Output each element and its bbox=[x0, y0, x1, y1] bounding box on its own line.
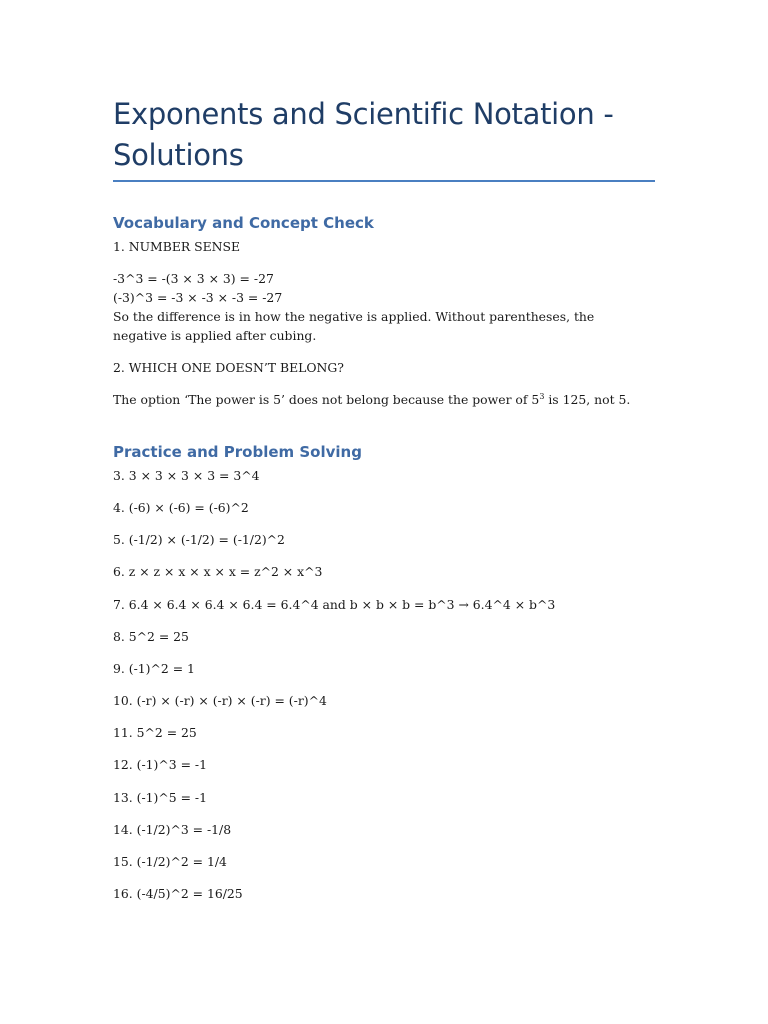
practice-item: 14. (-1/2)^3 = -1/8 bbox=[113, 822, 232, 837]
question-1-explanation: So the difference is in how the negative is applied. Without parentheses, the negative is applied after cubing. bbox=[113, 309, 595, 343]
section-heading-vocabulary: Vocabulary and Concept Check bbox=[113, 214, 374, 232]
practice-item: 12. (-1)^3 = -1 bbox=[113, 757, 207, 772]
practice-item: 11. 5^2 = 25 bbox=[113, 725, 197, 740]
question-2-answer-exponent: 3 bbox=[539, 392, 545, 401]
question-2-answer bbox=[113, 390, 630, 409]
practice-item: 15. (-1/2)^2 = 1/4 bbox=[113, 854, 227, 869]
question-1-line-1: -3^3 = -(3 × 3 × 3) = -27 bbox=[113, 271, 274, 286]
practice-item: 7. 6.4 × 6.4 × 6.4 × 6.4 = 6.4^4 and b × b × b = b^3 → 6.4^4 × b^3 bbox=[113, 597, 556, 612]
practice-item: 13. (-1)^5 = -1 bbox=[113, 790, 207, 805]
practice-item: 3. 3 × 3 × 3 × 3 = 3^4 bbox=[113, 468, 260, 483]
practice-item: 6. z × z × x × x × x = z^2 × x^3 bbox=[113, 564, 323, 579]
question-2-answer-tail: is 125, not 5. bbox=[544, 392, 631, 407]
title-underline bbox=[113, 180, 655, 182]
section-heading-practice: Practice and Problem Solving bbox=[113, 443, 362, 461]
question-2-label: 2. WHICH ONE DOESN’T BELONG? bbox=[113, 360, 344, 375]
document-title: Exponents and Scientific Notation - Solutions bbox=[113, 97, 614, 172]
practice-item: 5. (-1/2) × (-1/2) = (-1/2)^2 bbox=[113, 532, 285, 547]
practice-item: 9. (-1)^2 = 1 bbox=[113, 661, 195, 676]
question-1-line-2: (-3)^3 = -3 × -3 × -3 = -27 bbox=[113, 290, 283, 305]
practice-item: 8. 5^2 = 25 bbox=[113, 629, 189, 644]
question-2-answer-text: The option ‘The power is 5’ does not belong because the power of 5 bbox=[113, 392, 540, 407]
question-1-label: 1. NUMBER SENSE bbox=[113, 239, 241, 254]
practice-item: 10. (-r) × (-r) × (-r) × (-r) = (-r)^4 bbox=[113, 693, 327, 708]
practice-item: 4. (-6) × (-6) = (-6)^2 bbox=[113, 500, 249, 515]
practice-item: 16. (-4/5)^2 = 16/25 bbox=[113, 886, 243, 901]
